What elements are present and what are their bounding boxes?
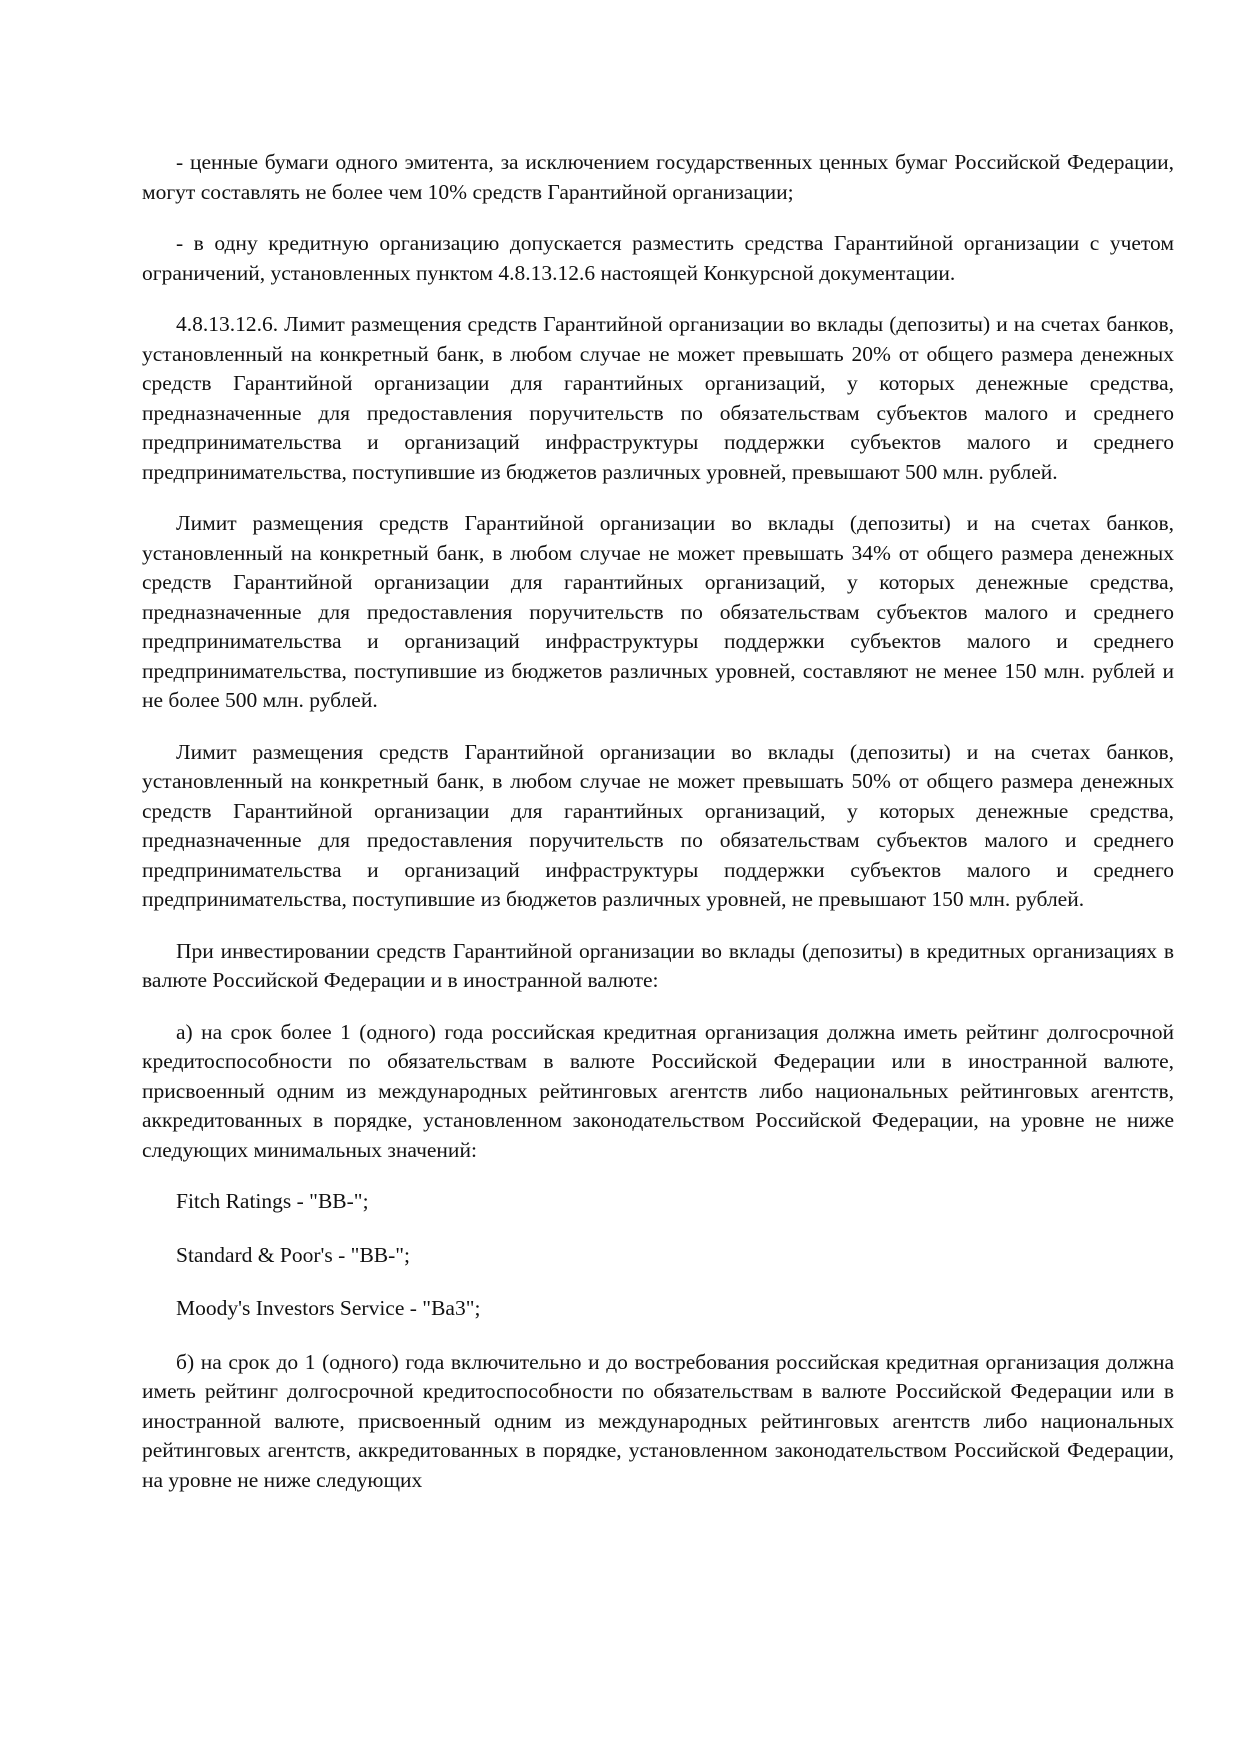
rating-moodys: Moody's Investors Service - "Ba3"; (176, 1296, 481, 1320)
paragraph-limit-50-percent: Лимит размещения средств Гарантийной организации во вклады (депозиты) и на счетах банков, установленный на конкретный банк, в любом случае не может превышать 50% от общего размера денежных средств Гарантийной организации для гарантийных организаций, у которых денежные средства, предназначенные для предоставления поручительств по обязательствам субъектов малого и среднего предпринимательства и организаций инфраструктуры поддержки субъектов малого и среднего предпринимательства, поступившие из бюджетов различных уровней, не превышают 150 млн. рублей. (142, 739, 1174, 911)
rating-fitch: Fitch Ratings - "BB-"; (176, 1189, 369, 1213)
rating-standard-poors: Standard & Poor's - "BB-"; (176, 1242, 411, 1267)
document-page (142, 148, 1174, 1495)
paragraph-securities-limit: - ценные бумаги одного эмитента, за исключением государственных ценных бумаг Российской Федерации, могут составлять не более чем 10% средств Гарантийной организации; (142, 150, 1174, 204)
paragraph-investment-deposits: При инвестировании средств Гарантийной организации во вклады (депозиты) в кредитных организациях в валюте Российской Федерации и в иностранной валюте: (142, 938, 1174, 992)
paragraph-limit-20-percent: 4.8.13.12.6. Лимит размещения средств Гарантийной организации во вклады (депозиты) и на счетах банков, установленный на конкретный банк, в любом случае не может превышать 20% от общего размера денежных средств Гарантийной организации для гарантийных организаций, у которых денежные средства, предназначенные для предоставления поручительств по обязательствам субъектов малого и среднего предпринимательства и организаций инфраструктуры поддержки субъектов малого и среднего предпринимательства, поступившие из бюджетов различных уровней, превышают 500 млн. рублей. (142, 312, 1174, 484)
paragraph-term-up-to-one-year: б) на срок до 1 (одного) года включительно и до востребования российская кредитная организация должна иметь рейтинг долгосрочной кредитоспособности по обязательствам в валюте Российской Федерации или в иностранной валюте, присвоенный одним из международных рейтинговых агентств либо национальных рейтинговых агентств, аккредитованных в порядке, установленном законодательством Российской Федерации, на уровне не ниже следующих (142, 1349, 1174, 1492)
paragraph-credit-org-placement: - в одну кредитную организацию допускается разместить средства Гарантийной организации с учетом ограничений, установленных пунктом 4.8.13.12.6 настоящей Конкурсной документации. (142, 231, 1174, 285)
paragraph-limit-34-percent: Лимит размещения средств Гарантийной организации во вклады (депозиты) и на счетах банков, установленный на конкретный банк, в любом случае не может превышать 34% от общего размера денежных средств Гарантийной организации для гарантийных организаций, у которых денежные средства, предназначенные для предоставления поручительств по обязательствам субъектов малого и среднего предпринимательства и организаций инфраструктуры поддержки субъектов малого и среднего предпринимательства, поступившие из бюджетов различных уровней, составляют не менее 150 млн. рублей и не более 500 млн. рублей. (142, 511, 1174, 712)
paragraph-term-over-one-year: а) на срок более 1 (одного) года российская кредитная организация должна иметь рейтинг долгосрочной кредитоспособности по обязательствам в валюте Российской Федерации или в иностранной валюте, присвоенный одним из международных рейтинговых агентств либо национальных рейтинговых агентств, аккредитованных в порядке, установленном законодательством Российской Федерации, на уровне не ниже следующих минимальных значений: (142, 1019, 1174, 1162)
